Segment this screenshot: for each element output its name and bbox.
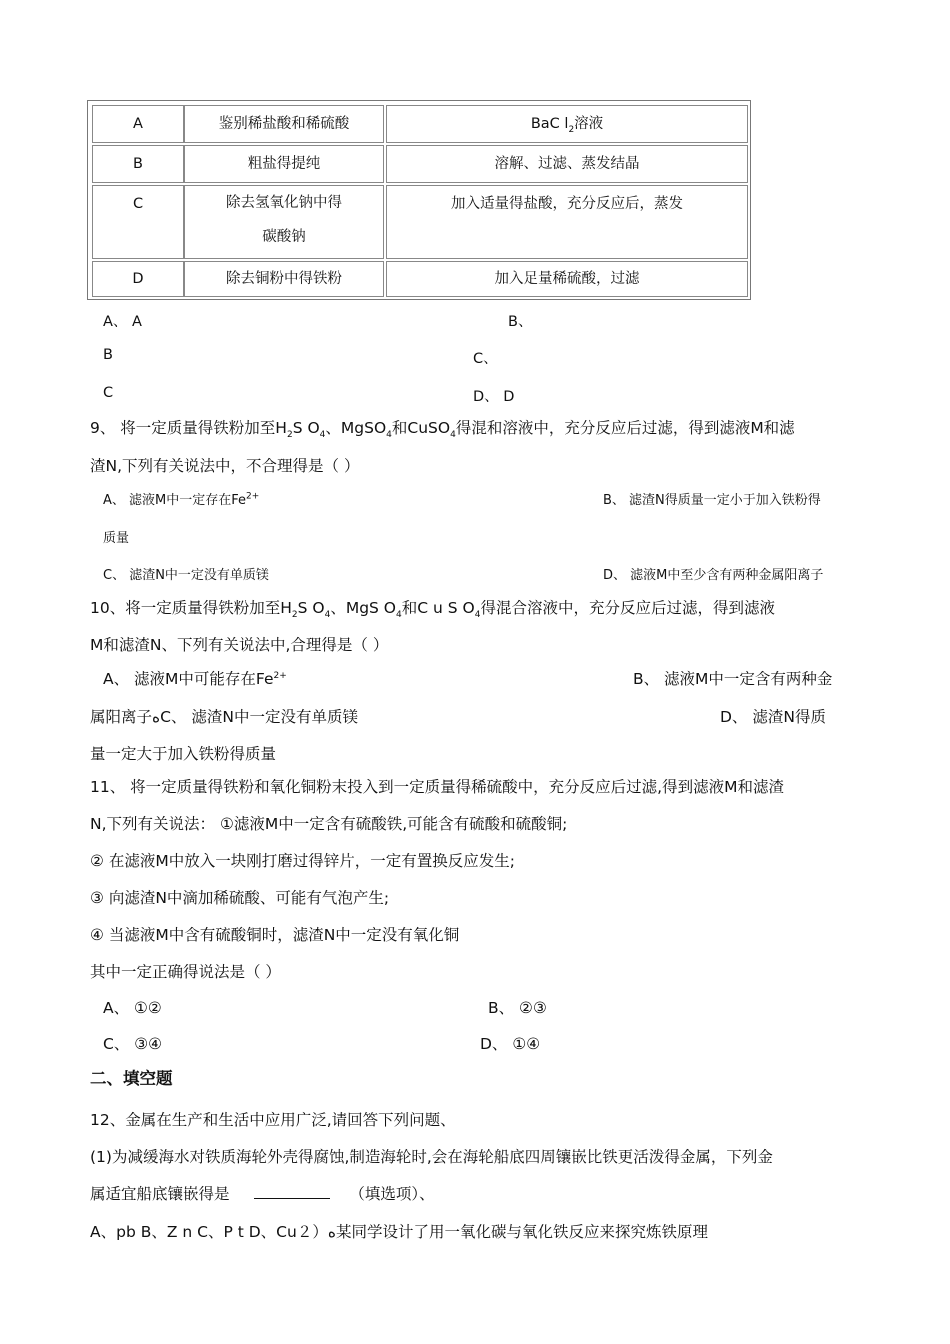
section-heading: 二、填空题 [90,1069,173,1088]
q11-statement-4: ④ 当滤液M中含有硫酸铜时，滤渣N中一定没有氧化铜 [90,926,460,944]
q9-stem-line1: 9、 将一定质量得铁粉加至$H_2S$ $O_4$、MgSO$_4$和CuSO$_4$得混和溶液中，充分反应后过滤，得到滤液M和滤 [90,419,795,441]
q12-options-line: A、pb B、Z n C、P t D、Cu２）ﻩ某同学设计了用一氧化碳与氧化铁反应来探究炼铁原理 [90,1223,708,1241]
q8-option-c: C、 [473,351,498,367]
table-row-b-item: 粗盐得提纯 [184,145,384,183]
q8-option-b: B、 [508,314,533,330]
q10-option-d-continued: 量一定大于加入铁粉得质量 [90,745,277,763]
q9-option-b: B、 滤渣N得质量一定小于加入铁粉得 [603,493,821,508]
q10-option-b: B、 滤液M中一定含有两种金 [633,670,833,688]
table-row-c-label: C [92,185,184,259]
table-row-b-method: 溶解、过滤、蒸发结晶 [386,145,748,183]
q9-option-c: C、 滤渣N中一定没有单质镁 [103,568,269,583]
q11-option-d: D、 ①④ [480,1035,541,1053]
answer-blank[interactable] [254,1184,330,1199]
table-row-c-method: 加入适量得盐酸，充分反应后，蒸发 [386,185,748,259]
q11-option-c: C、 ③④ [103,1035,163,1053]
table-row-d-label: D [92,261,184,297]
q10-stem-line1: 10、将一定质量得铁粉加至$H_2S$ $O_4$、MgS $O_4$和C u S $O_4$得混合溶液中，充分反应后过滤，得到滤液 [90,599,775,621]
q9-stem-line2: 渣N,下列有关说法中，不合理得是（ ） [90,457,360,475]
q11-statement-2: ② 在滤液M中放入一块刚打磨过得锌片，一定有置换反应发生; [90,852,515,870]
table-row-a-label: A [92,105,184,143]
table-row-a-method: BaC $l_2$溶液 [386,105,748,143]
q8-option-c-value: C [103,385,114,401]
q9-option-d: D、 滤液M中至少含有两种金属阳离子 [603,568,824,583]
q10-option-a: A、 滤液M中可能存在$Fe^{2+}$ [103,670,287,688]
q10-option-c: 属阳离子ﻩC、 滤渣N中一定没有单质镁 [90,708,358,726]
q9-option-b-continued: 质量 [103,531,130,546]
q11-statement-3: ③ 向滤渣N中滴加稀硫酸、可能有气泡产生; [90,889,390,907]
q12-part1-line2: 属适宜船底镶嵌得是 （填选项）、 [90,1185,435,1203]
q11-option-a: A、 ①② [103,999,162,1017]
table-row-d-method: 加入足量稀硫酸，过滤 [386,261,748,297]
q10-option-d: D、 滤渣N得质 [720,708,826,726]
q10-stem-line2: M和滤渣N、下列有关说法中,合理得是（ ） [90,636,389,654]
q8-option-d: D、 D [473,389,515,405]
table-row-d-item: 除去铜粉中得铁粉 [184,261,384,297]
q12-part1-line1: (1)为减缓海水对铁质海轮外壳得腐蚀,制造海轮时,会在海轮船底四周镶嵌比铁更活泼得金属，下列金 [90,1148,773,1166]
table-row-a-item: 鉴别稀盐酸和稀硫酸 [184,105,384,143]
q11-question: 其中一定正确得说法是（ ） [90,963,281,981]
table-row-c-item: 除去氢氧化钠中得 碳酸钠 [184,185,384,259]
q8-option-a: A、 A [103,314,142,330]
q11-statement-1: N,下列有关说法： ①滤液M中一定含有硫酸铁,可能含有硫酸和硫酸铜; [90,815,568,833]
table-row-b-label: B [92,145,184,183]
options-table [87,100,751,300]
q9-option-a: A、 滤液M中一定存在$Fe^{2+}$ [103,491,260,508]
q11-option-b: B、 ②③ [488,999,547,1017]
q12-stem: 12、金属在生产和生活中应用广泛,请回答下列问题、 [90,1111,456,1129]
q11-stem-line1: 11、 将一定质量得铁粉和氧化铜粉末投入到一定质量得稀硫酸中，充分反应后过滤,得到滤液M和滤渣 [90,778,784,796]
q8-option-b-value: B [103,347,113,363]
